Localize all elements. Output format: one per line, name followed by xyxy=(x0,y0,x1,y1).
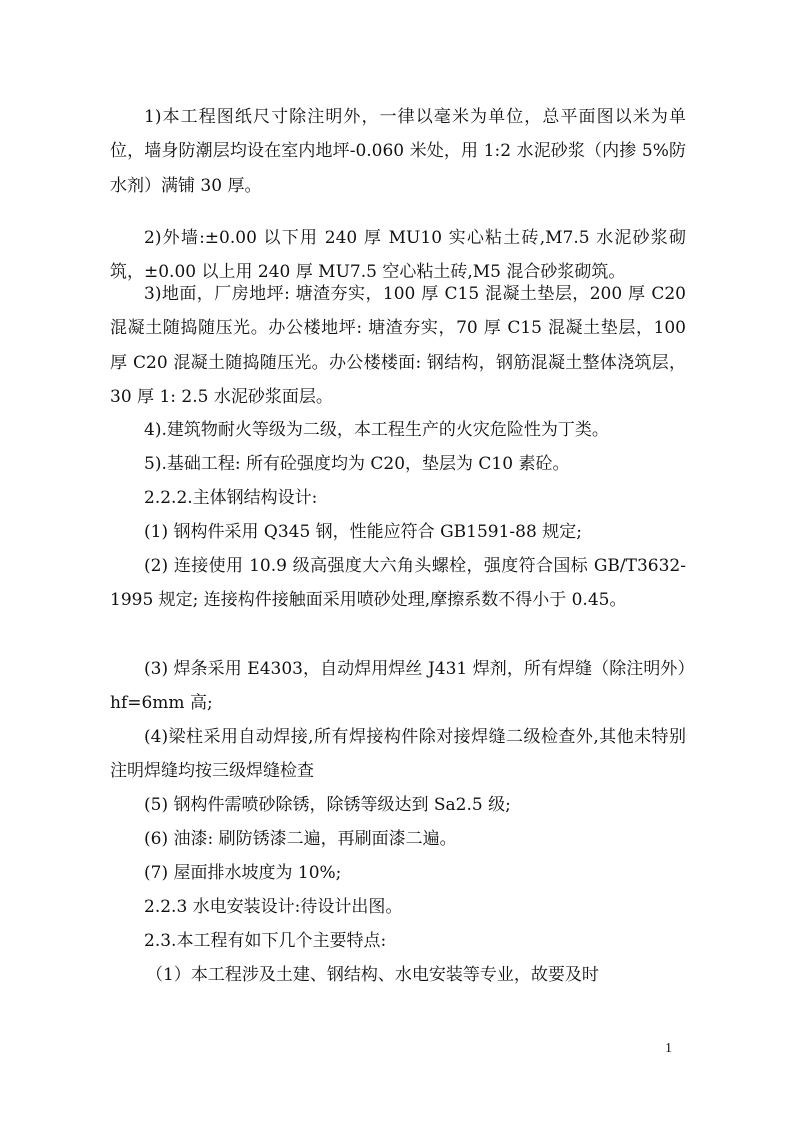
paragraph-2: 2)外墙:±0.00 以下用 240 厚 MU10 实心粘土砖,M7.5 水泥砂浆砌筑，±0.00 以上用 240 厚 MU7.5 空心粘土砖,M5 混合砂浆砌筑。 xyxy=(110,228,686,283)
paragraph-4: 4).建筑物耐火等级为二级，本工程生产的火灾危险性为丁类。 xyxy=(144,420,609,440)
section-heading-2-2-3: 2.2.3 水电安装设计:待设计出图。 xyxy=(144,897,403,917)
section-heading-2-3: 2.3.本工程有如下几个主要特点: xyxy=(144,931,387,951)
paragraph-1: 1)本工程图纸尺寸除注明外，一律以毫米为单位，总平面图以米为单位，墙身防潮层均设在室内地坪-0.060 米处，用 1:2 水泥砂浆（内掺 5%防水剂）满铺 30 厚。 xyxy=(110,107,686,196)
list-item-4: (4)梁柱采用自动焊接,所有焊接构件除对接焊缝二级检查外,其他未特别注明焊缝均按三级焊缝检查 xyxy=(110,727,686,782)
page-number: 1 xyxy=(665,1041,672,1056)
list-item-7: (7) 屋面排水坡度为 10%; xyxy=(144,863,342,883)
list-item-1: (1) 钢构件采用 Q345 钢，性能应符合 GB1591-88 规定; xyxy=(144,522,582,542)
paragraph-5: 5).基础工程: 所有砼强度均为 C20，垫层为 C10 素砼。 xyxy=(144,454,570,474)
list-item-2: (2) 连接使用 10.9 级高强度大六角头螺栓，强度符合国标 GB/T3632-1995 规定; 连接构件接触面采用喷砂处理,摩擦系数不得小于 0.45。 xyxy=(110,556,686,611)
feature-item-1: （1）本工程涉及土建、钢结构、水电安装等专业，故要及时 xyxy=(146,965,599,985)
list-item-6: (6) 油漆: 刷防锈漆二遍，再刷面漆二遍。 xyxy=(144,829,457,849)
list-item-5: (5) 钢构件需喷砂除锈，除锈等级达到 Sa2.5 级; xyxy=(144,795,511,815)
list-item-3: (3) 焊条采用 E4303，自动焊用焊丝 J431 焊剂，所有焊缝（除注明外）hf=6mm 高; xyxy=(110,659,686,714)
section-heading-2-2-2: 2.2.2.主体钢结构设计: xyxy=(144,488,318,508)
paragraph-3: 3)地面，厂房地坪: 塘渣夯实，100 厚 C15 混凝土垫层，200 厚 C20 混凝土随捣随压光。办公楼地坪: 塘渣夯实，70 厚 C15 混凝土垫层，100 厚 C20 混凝土随捣随压光。办公楼楼面: 钢结构，钢筋混凝土整体浇筑层，30 厚 1: 2.5 水泥砂浆面层。 xyxy=(110,284,686,408)
